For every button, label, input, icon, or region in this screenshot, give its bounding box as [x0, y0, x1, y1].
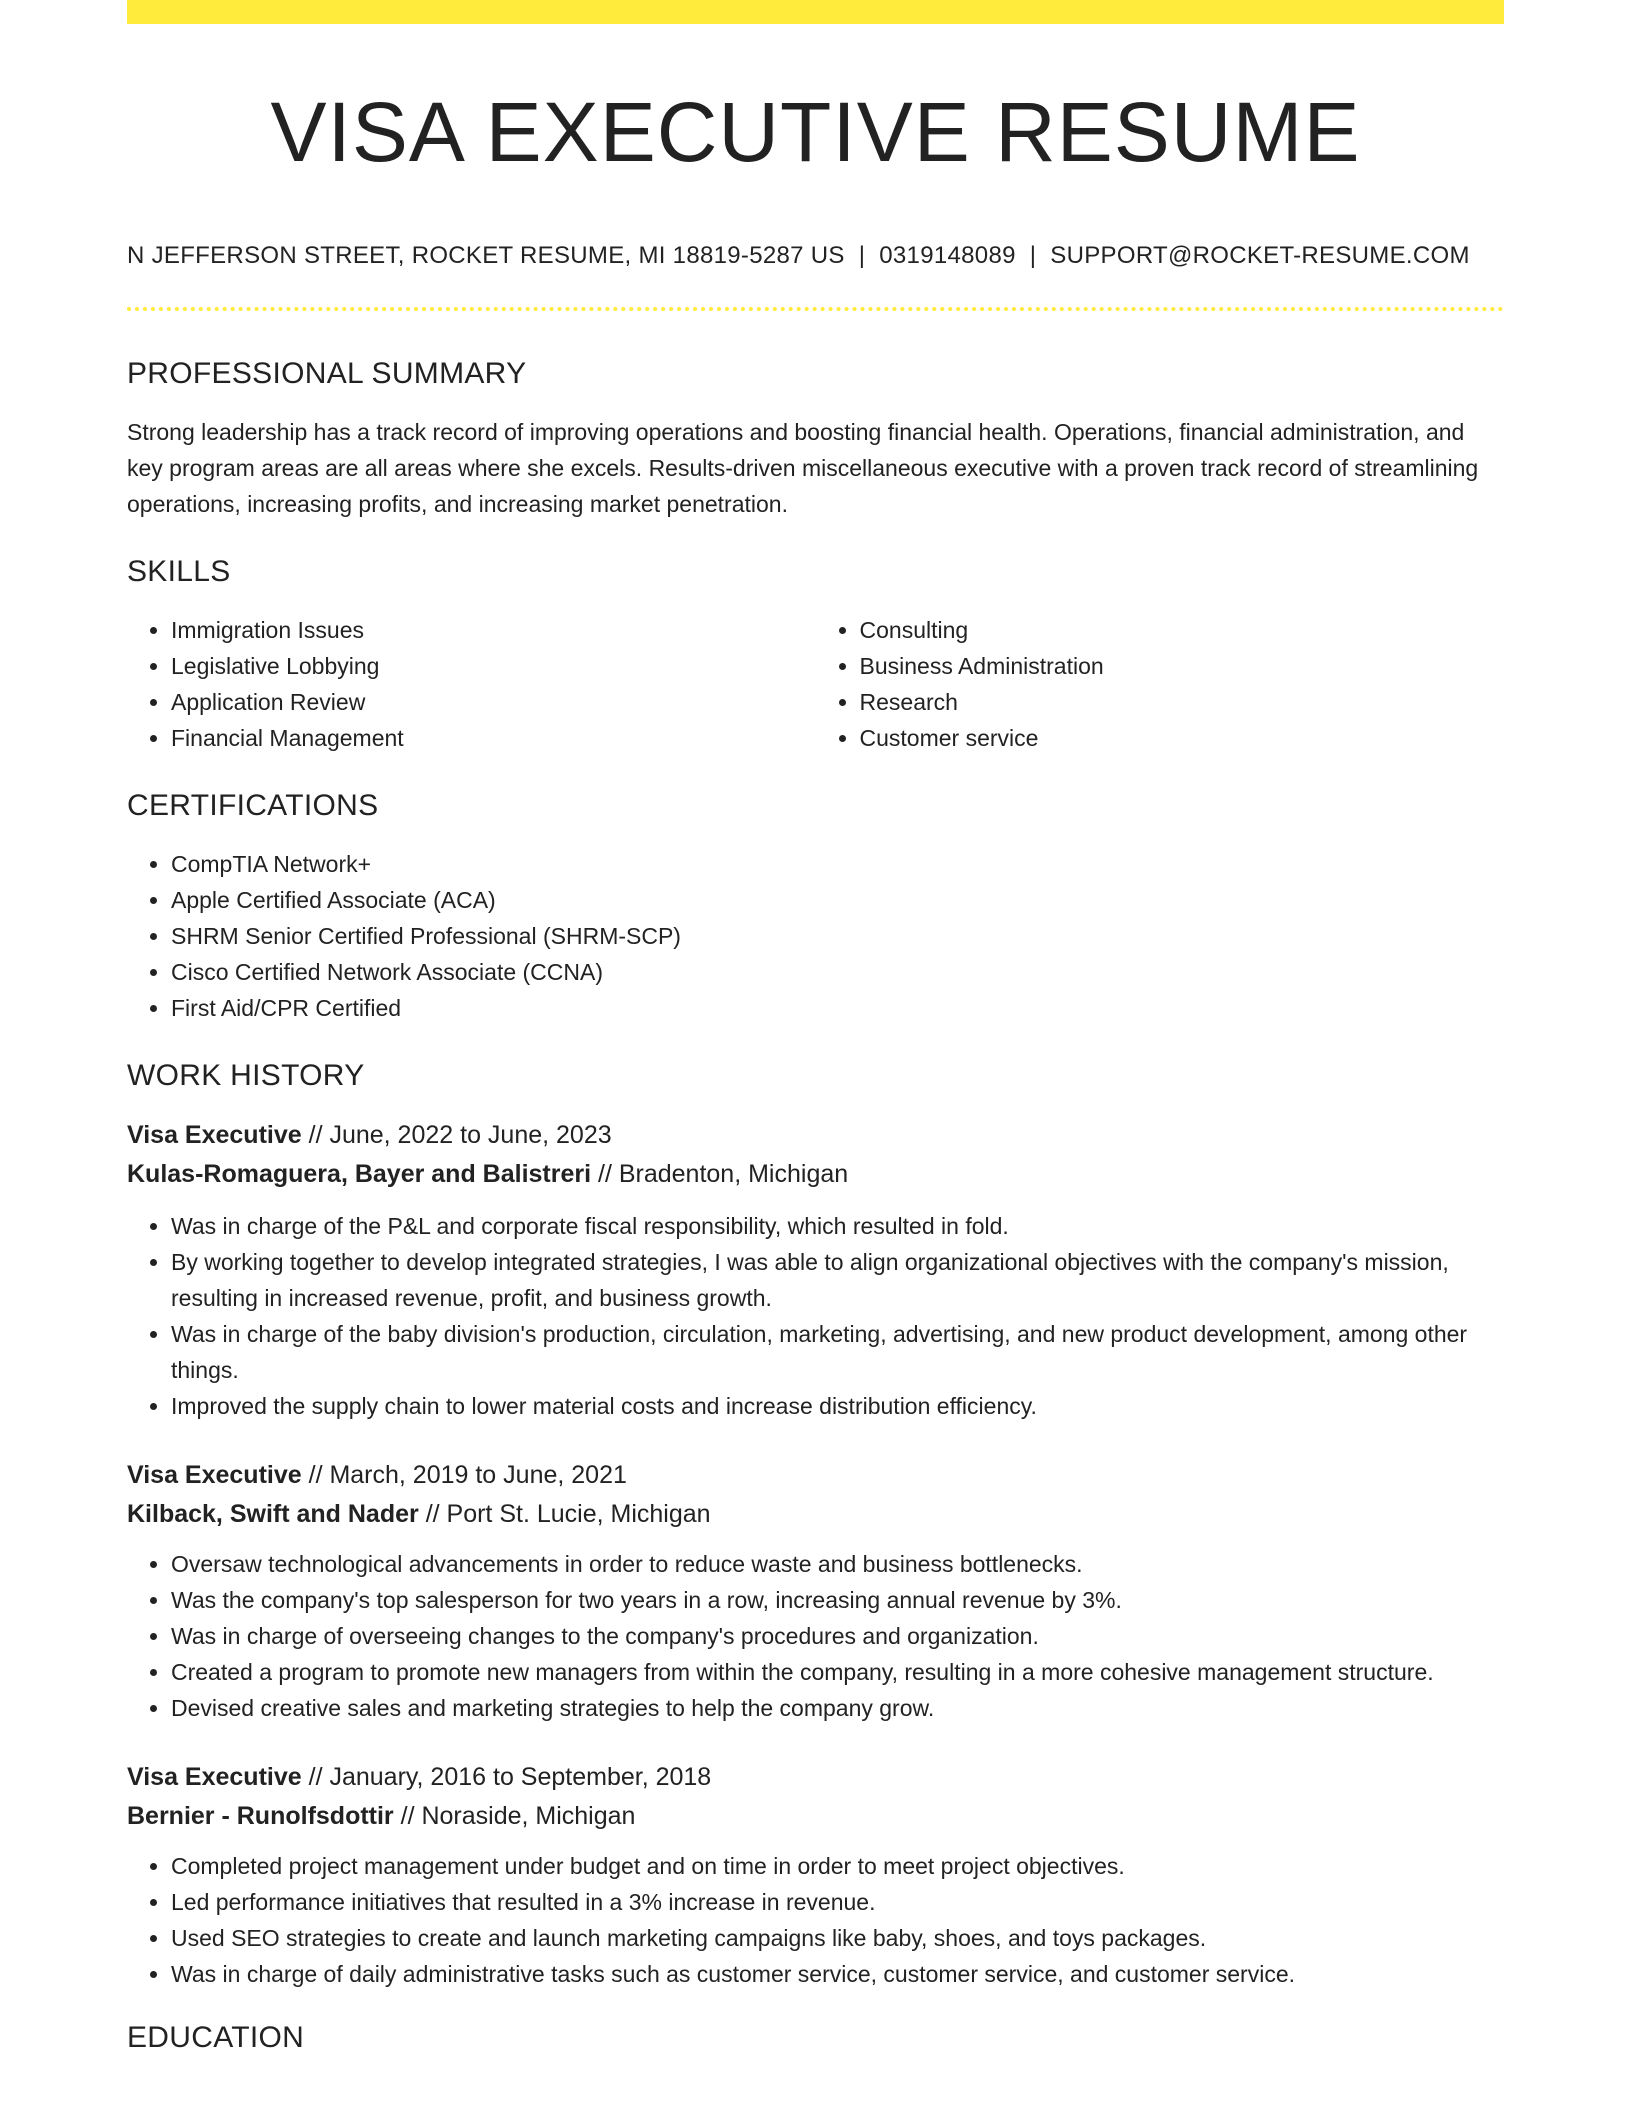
job-bullets	[127, 1848, 1504, 1992]
job-bullet: • Oversaw technological advancements in order to reduce waste and business bottlenecks.	[171, 1546, 1504, 1582]
job-bullet: • Created a program to promote new managers from within the company, resulting in a more cohesive management structure.	[171, 1654, 1504, 1690]
education-heading: EDUCATION	[127, 2021, 305, 2055]
job-role: Visa Executive	[127, 1121, 302, 1150]
contact-line	[127, 242, 1504, 270]
skill-item: • Application Review	[171, 684, 816, 720]
job-bullet: • Completed project management under budget and on time in order to meet project objectives.	[171, 1848, 1504, 1884]
job-entry	[127, 1116, 1504, 1424]
resume-title: VISA EXECUTIVE RESUME	[270, 85, 1361, 179]
skill-item: • Immigration Issues	[171, 612, 816, 648]
contact-email: SUPPORT@ROCKET-RESUME.COM	[1050, 242, 1470, 270]
job-bullet: • Used SEO strategies to create and launch marketing campaigns like baby, shoes, and toys packages.	[171, 1920, 1504, 1956]
job-role-line	[127, 1456, 1504, 1495]
job-bullets	[127, 1208, 1504, 1424]
job-bullet: • Was in charge of daily administrative tasks such as customer service, customer service, and customer service.	[171, 1956, 1504, 1992]
job-company: Kulas-Romaguera, Bayer and Balistreri	[127, 1160, 592, 1189]
job-company-line	[127, 1797, 1504, 1836]
skill-item: • Customer service	[860, 720, 1505, 756]
summary-text: Strong leadership has a track record of improving operations and boosting financial health. Operations, financial administration, and key program areas are all areas where she excels. Results-driven miscellaneous executive with a proven track record of streamlining operations, increasing profits, and increasing market penetration.	[127, 419, 1479, 518]
certification-item: • Cisco Certified Network Associate (CCNA)	[171, 954, 1504, 990]
certifications-heading: CERTIFICATIONS	[127, 789, 379, 823]
job-dates: // January, 2016 to September, 2018	[301, 1763, 712, 1792]
job-location: // Bradenton, Michigan	[591, 1160, 849, 1189]
job-company-line	[127, 1495, 1504, 1534]
job-company: Bernier - Runolfsdottir	[127, 1802, 394, 1831]
job-entry	[127, 1456, 1504, 1726]
skills-column-left	[127, 612, 816, 756]
certification-item: • SHRM Senior Certified Professional (SHRM-SCP)	[171, 918, 1504, 954]
certification-item: • CompTIA Network+	[171, 846, 1504, 882]
skill-item: • Business Administration	[860, 648, 1505, 684]
job-bullet: • Was the company's top salesperson for two years in a row, increasing annual revenue by 3%.	[171, 1582, 1504, 1618]
job-role: Visa Executive	[127, 1763, 302, 1792]
contact-separator: |	[858, 242, 866, 270]
job-location: // Port St. Lucie, Michigan	[418, 1500, 711, 1529]
contact-address: N JEFFERSON STREET, ROCKET RESUME, MI 18819-5287 US	[127, 242, 845, 270]
header-divider	[127, 307, 1504, 311]
certification-item: • Apple Certified Associate (ACA)	[171, 882, 1504, 918]
job-bullets	[127, 1546, 1504, 1726]
job-location: // Noraside, Michigan	[393, 1802, 636, 1831]
skills-column-right	[816, 612, 1505, 756]
skill-item: • Consulting	[860, 612, 1505, 648]
contact-phone: 0319148089	[879, 242, 1016, 270]
contact-separator: |	[1029, 242, 1037, 270]
job-bullet: • Devised creative sales and marketing strategies to help the company grow.	[171, 1690, 1504, 1726]
job-bullet: • Improved the supply chain to lower material costs and increase distribution efficiency.	[171, 1388, 1504, 1424]
resume-page	[127, 0, 1504, 2056]
certifications-list	[127, 846, 1504, 1026]
job-entry	[127, 1758, 1504, 1992]
certification-item: • First Aid/CPR Certified	[171, 990, 1504, 1026]
top-accent-bar	[127, 0, 1504, 24]
summary-heading: PROFESSIONAL SUMMARY	[127, 357, 527, 391]
skill-item: • Research	[860, 684, 1505, 720]
job-bullet: • Led performance initiatives that resulted in a 3% increase in revenue.	[171, 1884, 1504, 1920]
skill-item: • Legislative Lobbying	[171, 648, 816, 684]
job-company: Kilback, Swift and Nader	[127, 1500, 419, 1529]
job-company-line	[127, 1155, 1504, 1194]
job-bullet: • Was in charge of overseeing changes to the company's procedures and organization.	[171, 1618, 1504, 1654]
skills-heading: SKILLS	[127, 555, 231, 589]
skills-list	[127, 612, 1504, 756]
job-bullet: • Was in charge of the P&L and corporate fiscal responsibility, which resulted in fold.	[171, 1208, 1504, 1244]
job-dates: // March, 2019 to June, 2021	[301, 1461, 627, 1490]
job-role-line	[127, 1116, 1504, 1155]
job-role: Visa Executive	[127, 1461, 302, 1490]
job-dates: // June, 2022 to June, 2023	[301, 1121, 612, 1150]
job-role-line	[127, 1758, 1504, 1797]
job-bullet: • Was in charge of the baby division's production, circulation, marketing, advertising, and new product development, among other things.	[171, 1316, 1504, 1388]
skill-item: • Financial Management	[171, 720, 816, 756]
job-bullet: • By working together to develop integrated strategies, I was able to align organizational objectives with the company's mission, resulting in increased revenue, profit, and business growth.	[171, 1244, 1504, 1316]
work-history-heading: WORK HISTORY	[127, 1059, 365, 1093]
